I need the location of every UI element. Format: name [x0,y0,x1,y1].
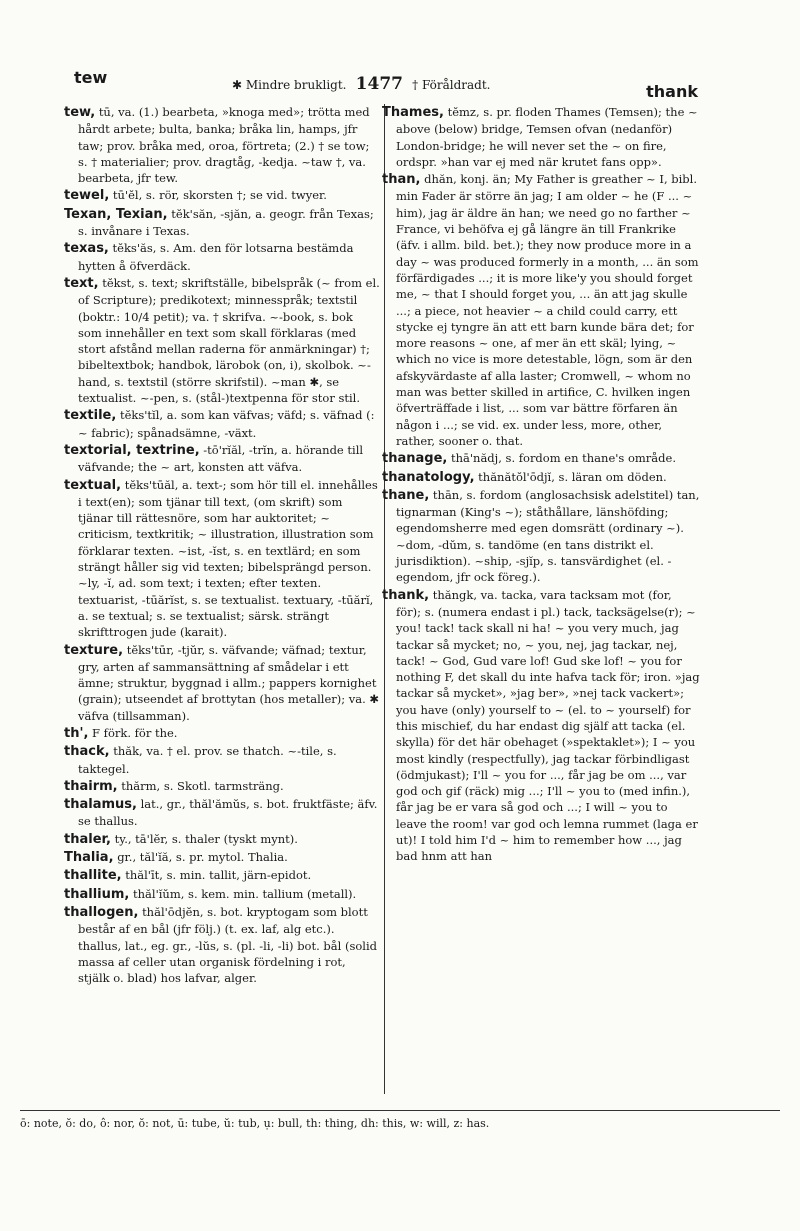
entry-headword: textual, [64,477,122,493]
entry-headword: Thalia, [64,850,114,866]
header-center [232,74,491,94]
dictionary-entry [64,867,380,884]
dictionary-entry [64,743,380,777]
entry-headword: thallite, [64,868,122,884]
entry-headword: texas, [64,241,109,257]
dictionary-entry [382,587,700,865]
entry-headword: thank, [382,587,430,603]
entry-headword: thaler, [64,831,111,847]
entry-headword: thack, [64,744,110,760]
entry-definition: thăl'ĭŭm, s. kem. min. tallium (metall). [133,886,357,901]
dictionary-entry [64,725,380,742]
dictionary-entry [64,275,380,406]
page-header [72,62,698,101]
entry-definition: thărm, s. Skotl. tarmsträng. [121,778,284,793]
entry-definition: tĕks'tūr, -tjŭr, s. väfvande; väfnad; textur, gry, arten af sammansättning af smådelar i ett ämne; struktur, byggnad i allm.; pappers kornighet (grain); utseendet af brottytan (hos metaller); va. ✱ väfva (tillsamman). [78,642,380,723]
entry-definition: thănătŏl'ōdjĭ, s. läran om döden. [478,469,667,484]
dictionary-entry [64,831,380,848]
page-number: 1477 [355,74,403,94]
dictionary-entry [382,487,700,586]
entry-headword: Thames, [382,105,444,120]
entry-definition: tĕkst, s. text; skriftställe, bibelspråk (~ from el. of Scripture); predikotext; minnesspråk; textstil (boktr.: 10/4 petit); va. † skrifva. ~-book, s. bok som innehåller en text som skall förklaras (med stort afstånd mellan raderna för anmärkningar) †; bibeltextbok; handbok, lärobok (on, i), skolbok. ~-hand, s. textstil (större skrifstil). ~man ✱, se textualist. ~-pen, s. (stål-)textpenna för stor stil. [78,275,380,406]
right-guide-word: thank [646,82,698,101]
dictionary-entry [64,477,380,641]
dictionary-entry [64,442,380,476]
dictionary-entry [64,778,380,795]
entry-definition: tĕk'săn, -sjăn, a. geogr. från Texas; s. invånare i Texas. [78,206,374,239]
dictionary-entry [64,904,380,986]
dictionary-entry [64,407,380,441]
entry-headword: tewel, [64,188,110,204]
entry-definition: -tō'rĭăl, -trĭn, a. hörande till väfvande; the ~ art, konsten att väfva. [78,442,364,475]
entry-definition: thān, s. fordom (anglosachsisk adelstitel) tan, tignarman (King's ~); ståthållare, länshöfding; egendomsherre med egen domsrätt (ordinary ~). ~dom, -dŭm, s. tandöme (en tans distrikt el. jurisdiktion). ~ship, -sjĭp, s. tansvärdighet (el. -egendom, jfr ock föreg.). [396,487,700,585]
entry-definition: thăl'ōdjĕn, s. bot. kryptogam som blott består af en bål (jfr följ.) (t. ex. laf, alg etc.). thallus, lat., eg. gr., -lŭs, s. (pl. -li, -li) bot. bål (solid massa af celler utan organisk fördelning i rot, stjälk o. blad) hos lafvar, alger. [78,904,377,986]
entry-definition: tū'ĕl, s. rör, skorsten †; se vid. twyer. [112,188,327,203]
dictionary-entry [64,849,380,866]
entry-headword: tew, [64,105,96,120]
entry-headword: thalamus, [64,797,137,813]
left-column [64,104,380,987]
entry-definition: dhăn, konj. än; My Father is greather ~ I, bibl. min Fader är större än jag; I am older ~ he (F ... ~ him), jag är äldre än han; we need go no farther ~ France, vi behöfva ej gå längre än till Frankrike (äfv. i allm. bild. bet.); they now produce more in a day ~ was produced formerly in a month, ... än som förfärdigades ...; it is more like'y you should forget me, ~ that I should forget you, ... än att jag skulle ...; a piece, not heavier ~ a child could carry, ett stycke ej tyngre än att ett barn kunde bära det; for more reasons ~ one, af mer än ett skäl; lying, ~ which no vice is more detestable, lögn, som är den afskyvärdaste af alla laster; Cromwell, ~ whom no man was better skilled in artifice, C. hvilken ingen öfverträffade i list, ... som var bättre förfaren än någon i ...; se vid. ex. under less, more, other, rather, sooner o. that. [396,172,699,448]
entry-headword: than, [382,172,421,188]
entry-definition: thăngk, va. tacka, vara tacksam mot (for, för); s. (numera endast i pl.) tack, tacksägelse(r); ~ you! tack! tack skall ni ha! ~ you very much, jag tackar så mycket; no, ~ you, nej, jag tackar, nej, tack! ~ God, Gud vare lof! Gud ske lof! ~ you for nothing F, det skall du inte hafva tack för; iron. »jag tackar så mycket», »jag ber», »nej tack vackert»; you have (only) yourself to ~ (el. to ~ yourself) for this mischief, du har endast dig själf att tacka (el. skylla) för det här obehaget (»spektaklet»); I ~ you most kindly (respectfully), jag tackar förbindligast (ödmjukast); I'll ~ you for ..., får jag be om ..., var god och gif (räck) mig ...; I'll ~ you to (med infin.), får jag be er vara så god och ...; I will ~ you to leave the room! var god och lemna rummet (laga er ut)! I told him I'd ~ him to remember how ..., jag bad hnm att han [396,587,700,864]
entry-definition: F förk. för the. [92,725,178,740]
entry-headword: th', [64,725,89,741]
entry-definition: tĕks'tĭl, a. som kan väfvas; väfd; s. väfnad (: ~ fabric); spånadsämne, -växt. [78,408,375,440]
entry-definition: gr., tăl'ĭă, s. pr. mytol. Thalia. [117,850,288,865]
dictionary-entry [382,104,700,170]
pronunciation-key: ō: note, ŏ: do, ô: nor, ŏ: not, ū: tube, ŭ: tub, ụ: bull, th: thing, dh: this, w: will, z: has. [20,1110,780,1130]
entry-headword: thane, [382,487,430,503]
dictionary-entry [64,104,380,186]
legend-right: † Föråldradt. [412,78,491,92]
entry-headword: texture, [64,642,124,658]
dictionary-entry [64,206,380,240]
entry-definition: tĕks'tūăl, a. text-; som hör till el. innehålles i text(en); som tjänar till text, (om skrift) som tjänar till rättesnöre, som har auktoritet; ~ criticism, textkritik; ~ illustration, illustration som förklarar texten. ~ist, -ĭst, s. en textlärd; en som strängt håller sig vid texten; bibelsprängd person. ~ly, -ĭ, ad. som text; i texten; efter texten. textuarist, -tūărĭst, s. se textualist. textuary, -tūărĭ, a. se textual; s. se textualist; särsk. strängt skrifttrogen jude (karait). [78,477,378,640]
entry-definition: tĕmz, s. pr. floden Thames (Temsen); the ~ above (below) bridge, Temsen ofvan (nedanför) London-bridge; he will never set the ~ on fire, ordspr. »han var ej med när krutet fans opp». [396,105,698,169]
entry-headword: Texan, Texian, [64,206,168,222]
dictionary-entry [382,171,700,449]
entry-definition: thăk, va. † el. prov. se thatch. ~-tile, s. taktegel. [78,744,337,776]
dictionary-entry [382,469,700,486]
entry-headword: thallium, [64,886,130,902]
dictionary-entry [64,796,380,830]
entry-definition: lat., gr., thăl'ămŭs, s. bot. fruktfäste; äfv. se thallus. [78,797,378,829]
left-guide-word: tew [74,68,108,87]
entry-headword: thairm, [64,778,118,794]
dictionary-entry [64,642,380,724]
entry-definition: tū, va. (1.) bearbeta, »knoga med»; trötta med hårdt arbete; bulta, banka; bråka lin, hamps, jfr taw; prov. bråka med, oroa, förtreta; (2.) † se tow; s. † materialier; prov. dragtåg, -kedja. ~taw †, va. bearbeta, jfr tew. [78,105,370,186]
dictionary-entry [64,187,380,204]
entry-headword: textile, [64,408,117,424]
dictionary-entry [64,886,380,903]
entry-headword: thanage, [382,451,448,467]
entry-headword: textorial, textrine, [64,442,200,458]
entry-headword: text, [64,275,99,291]
dictionary-entry [64,240,380,274]
right-column [382,104,700,866]
dictionary-entry [382,450,700,467]
entry-definition: ty., tā'lĕr, s. thaler (tyskt mynt). [114,831,298,846]
legend-left: ✱ Mindre brukligt. [232,78,347,92]
entry-definition: tĕks'ăs, s. Am. den för lotsarna bestämda hytten å öfverdäck. [78,241,354,273]
entry-headword: thanatology, [382,469,475,485]
entry-definition: thā'nădj, s. fordom en thane's område. [451,451,676,466]
entry-definition: thăl'īt, s. min. tallit, järn-epidot. [125,868,312,883]
entry-headword: thallogen, [64,904,139,920]
